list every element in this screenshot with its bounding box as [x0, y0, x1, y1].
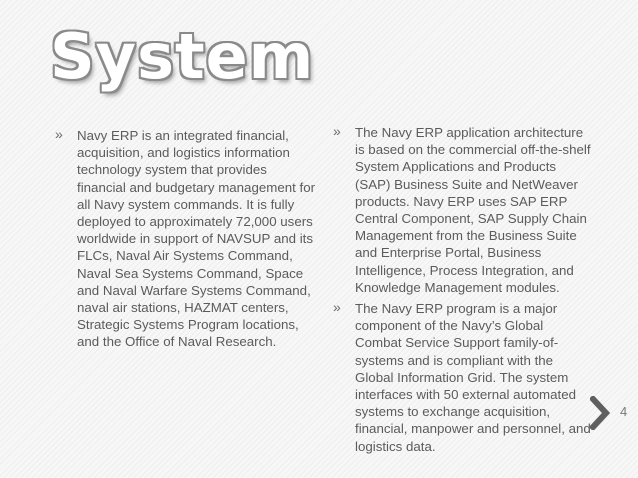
bullet-icon: » — [55, 126, 63, 142]
slide-title: System — [50, 20, 315, 93]
right-bullet-1 — [333, 124, 593, 296]
bullet-icon: » — [333, 123, 341, 139]
left-column — [55, 127, 317, 355]
left-bullet-1-text: Navy ERP is an integrated financial, acquisition, and logistics information technology system that provides financial and budgetary management for all Navy system commands. It is fully deployed to approximately 72,000 users worldwide in support of NAVSUP and its FLCs, Naval Air Systems Command, Naval Sea Systems Command, Space and Naval Warfare Systems Command, naval air stations, HAZMAT centers, Strategic Systems Program locations, and the Office of Naval Research. — [77, 128, 316, 350]
right-bullet-2 — [333, 300, 593, 455]
page-number: 4 — [620, 404, 628, 419]
right-bullet-1-text: The Navy ERP application architecture is based on the commercial off-the-shelf System Applications and Products (SAP) Business Suite and NetWeaver products. Navy ERP uses SAP ERP Central Component, SAP Supply Chain Management from the Business Suite and Enterprise Portal, Business Intelligence, Process Integration, and Knowledge Management modules. — [355, 125, 591, 295]
chevron-right-icon[interactable] — [590, 396, 612, 430]
right-column — [333, 124, 593, 459]
right-bullet-2-text: The Navy ERP program is a major component of the Navy’s Global Combat Service Support family-of-systems and is compliant with the Global Information Grid. The system interfaces with 50 external automated systems to exchange acquisition, financial, manpower and personnel, and logistics data. — [355, 301, 591, 454]
bullet-icon: » — [333, 299, 341, 316]
left-bullet-1 — [55, 127, 317, 351]
